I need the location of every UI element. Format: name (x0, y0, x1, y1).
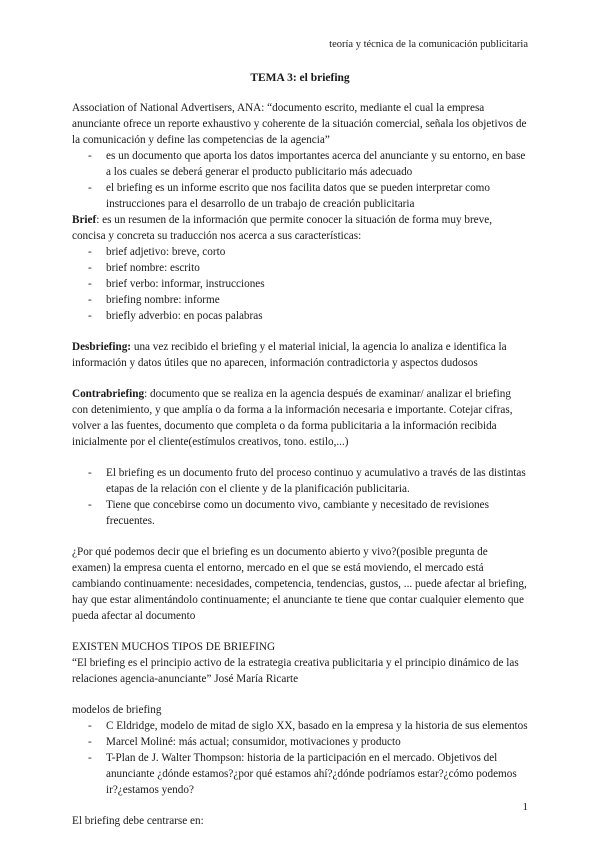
running-head: teoría y técnica de la comunicación publicitaria (329, 39, 528, 50)
list-item: - es un documento que aporta los datos importantes acerca del anunciante y su entorno, en base a los cuales se deberá generar el producto publicitario más adecuado (72, 148, 528, 180)
spacer (72, 529, 528, 544)
spacer (72, 624, 528, 639)
brief-meaning-list (72, 244, 528, 324)
models-list (72, 718, 528, 798)
spacer (72, 450, 528, 465)
list-item: - C Eldridge, modelo de mitad de siglo XX, basado en la empresa y la historia de sus elementos (72, 718, 528, 734)
list-item: - Tiene que concebirse como un documento vivo, cambiante y necesitado de revisiones frecuentes. (72, 497, 528, 529)
list-item: - brief verbo: informar, instrucciones (72, 276, 528, 292)
spacer (72, 687, 528, 702)
intro-paragraph: Association of National Advertisers, ANA: “documento escrito, mediante el cual la empresa anunciante ofrece un reporte exhaustivo y coherente de la situación comercial, señala los objetivos de la comunicación y define las competencias de la agencia” (72, 102, 527, 146)
contrabriefing-paragraph (72, 386, 528, 450)
desbriefing-definition: una vez recibido el briefing y el material inicial, la agencia lo analiza e identifica la información y datos útiles que no aparecen, información contradictoria y aspectos dudosos (72, 341, 507, 369)
brief-definition: : es un resumen de la información que permite conocer la situación de forma muy breve, concisa y concreta su traducción nos acerca a sus características: (72, 214, 493, 242)
brief-term: Brief (72, 214, 97, 226)
document-body (72, 100, 528, 829)
list-item: - brief adjetivo: breve, corto (72, 244, 528, 260)
list-item: - El briefing es un documento fruto del proceso continuo y acumulativo a través de las distintas etapas de la relación con el cliente y de la planificación publicitaria. (72, 465, 528, 497)
brief-paragraph (72, 212, 528, 244)
spacer (72, 371, 528, 386)
intro-bullet-list (72, 148, 528, 212)
desbriefing-term: Desbriefing: (72, 341, 132, 353)
question-paragraph: ¿Por qué podemos decir que el briefing es un documento abierto y vivo?(posible pregunta de examen) la empresa cuenta el entorno, mercado en el que se está moviendo, el mercado está cambiando continuamente: necesidades, competencia, tendencias, gustos, ... puede afectar al briefing, hay que estar alimentándolo continuamente; el anunciante te tiene que contar cualquier elemento que pueda afectar al documento (72, 546, 527, 622)
list-item: - briefing nombre: informe (72, 292, 528, 308)
ricarte-quote: “El briefing es el principio activo de la estrategia creativa publicitaria y el principio dinámico de las relaciones agencia-anunciante” José María Ricarte (72, 657, 519, 685)
desbriefing-paragraph (72, 339, 528, 371)
list-item: - brief nombre: escrito (72, 260, 528, 276)
spacer (72, 798, 528, 813)
types-heading: EXISTEN MUCHOS TIPOS DE BRIEFING (72, 641, 276, 653)
models-heading: modelos de briefing (72, 704, 162, 716)
list-item: - T-Plan de J. Walter Thompson: historia de la participación en el mercado. Objetivos del anunciante ¿dónde estamos?¿por qué estamos ahí?¿dónde podríamos estar?¿cómo podemos ir?¿estamos yendo? (72, 750, 528, 798)
list-item: - Marcel Moliné: más actual; consumidor, motivaciones y producto (72, 734, 528, 750)
page-number: 1 (522, 801, 528, 813)
spacer (72, 324, 528, 339)
list-item: - briefly adverbio: en pocas palabras (72, 308, 528, 324)
page-title: TEMA 3: el briefing (250, 72, 350, 84)
closing-line: El briefing debe centrarse en: (72, 815, 204, 827)
contrabriefing-definition: : documento que se realiza en la agencia después de examinar/ analizar el briefing con detenimiento, y que amplía o da forma a la información necesaria e importante. Cotejar cifras, volver a las fuentes, documento que completa o da forma publicitaria a la información recibida inicialmente por el cliente(estímulos creativos, tono. estilo,...) (72, 388, 513, 448)
process-bullet-list (72, 465, 528, 529)
list-item: - el briefing es un informe escrito que nos facilita datos que se pueden interpretar como instrucciones para el desarrollo de un trabajo de creación publicitaria (72, 180, 528, 212)
contrabriefing-term: Contrabriefing (72, 388, 145, 400)
